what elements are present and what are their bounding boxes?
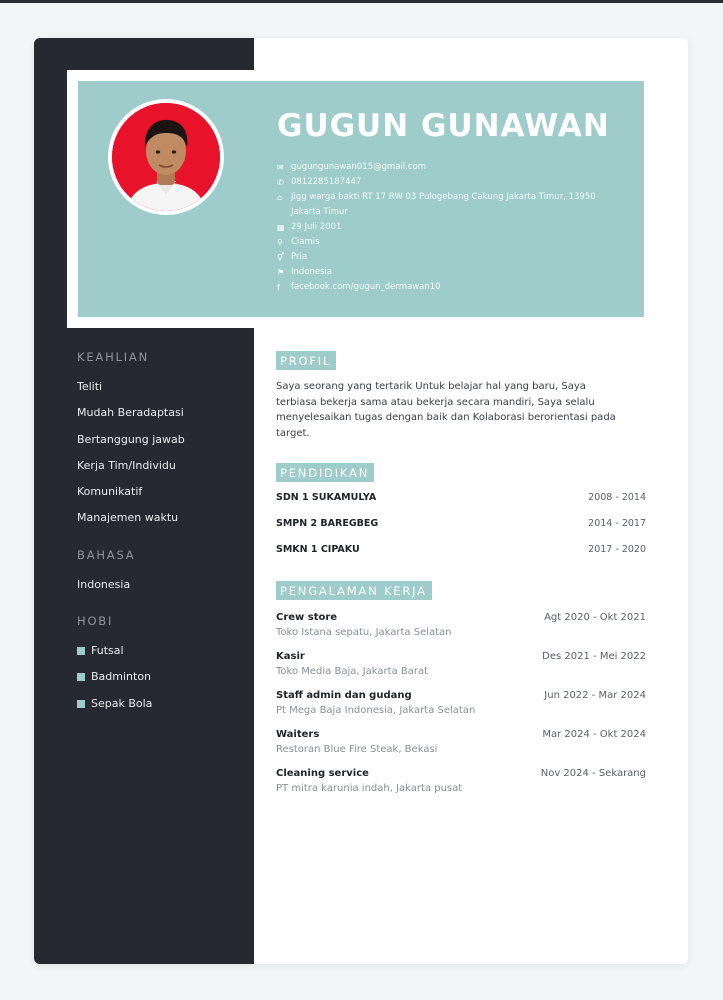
contact-facebook: f facebook.com/gugun_dermawan10 <box>277 280 617 295</box>
profile-text: Saya seorang yang tertarik Untuk belajar hal yang baru, Saya terbiasa bekerja sama atau bekerja secara mandiri, Saya selalu menyelesaikan tugas dengan baik dan Kolaborasi berorientasi pada target. <box>276 381 616 439</box>
contact-email: ✉ gugungunawan015@gmail.com <box>277 160 617 175</box>
job-entry <box>276 688 646 718</box>
experience-title: PENGALAMAN KERJA <box>276 581 432 600</box>
hobby-item: Sepak Bola <box>77 691 247 717</box>
facebook-icon: f <box>277 283 280 292</box>
job-period: Jun 2022 - Mar 2024 <box>544 690 646 701</box>
skill-item: Mudah Beradaptasi <box>77 406 184 420</box>
bullet-square-icon <box>77 673 85 681</box>
contact-birthdate: ▦ 29 Juli 2001 <box>277 220 617 235</box>
home-icon: ⌂ <box>277 193 283 202</box>
job-place: Toko Media Baja, Jakarta Barat <box>276 666 429 677</box>
calendar-icon: ▦ <box>277 223 285 232</box>
job-role: Staff admin dan gudang <box>276 690 412 701</box>
contact-gender: ⚥ Pria <box>277 250 617 265</box>
experience-section <box>276 580 646 805</box>
full-name: GUGUN GUNAWAN <box>277 108 610 144</box>
job-role: Kasir <box>276 651 305 662</box>
skill-item: Teliti <box>77 380 103 393</box>
job-place: Restoran Blue Fire Steak, Bekasi <box>276 744 438 755</box>
experience-list <box>276 610 646 796</box>
job-place: Toko Istana sepatu, Jakarta Selatan <box>276 627 452 638</box>
job-period: Des 2021 - Mei 2022 <box>542 651 646 662</box>
profile-photo-frame <box>108 99 224 215</box>
language-item: Indonesia <box>77 578 131 591</box>
language-section <box>77 548 247 598</box>
top-border <box>0 0 723 3</box>
education-list <box>276 484 646 562</box>
profile-photo <box>112 103 220 211</box>
job-place: Pt Mega Baja Indonesia, Jakarta Selatan <box>276 705 476 716</box>
education-row: SMKN 1 CIPAKU 2017 - 2020 <box>276 543 646 555</box>
profile-title: PROFIL <box>276 351 336 370</box>
job-entry <box>276 610 646 640</box>
mail-icon: ✉ <box>277 163 284 172</box>
contact-phone: ✆ 0812285187447 <box>277 175 617 190</box>
skill-item: Komunikatif <box>77 485 143 499</box>
skills-section <box>77 350 247 532</box>
skill-item: Manajemen waktu <box>77 511 179 525</box>
hobby-title: HOBI <box>77 614 114 628</box>
skills-title: KEAHLIAN <box>77 350 149 364</box>
job-entry <box>276 649 646 679</box>
person-portrait-icon <box>112 103 220 211</box>
bullet-square-icon <box>77 700 85 708</box>
job-role: Cleaning service <box>276 768 369 779</box>
education-row: SMPN 2 BAREGBEG 2014 - 2017 <box>276 517 646 529</box>
education-row: SDN 1 SUKAMULYA 2008 - 2014 <box>276 491 646 503</box>
contact-address: ⌂ Jigg warga bakti RT 17 RW 03 Pulogebang Cakung Jakarta Timur, 13950 Jakarta Timur <box>277 192 596 217</box>
location-pin-icon: ⚲ <box>277 238 283 247</box>
flag-icon: ⚑ <box>277 268 285 277</box>
job-period: Agt 2020 - Okt 2021 <box>544 612 646 623</box>
job-entry <box>276 766 646 796</box>
contact-nationality: ⚑ Indonesia <box>277 265 617 280</box>
bullet-square-icon <box>77 647 85 655</box>
gender-icon: ⚥ <box>277 253 285 262</box>
job-entry <box>276 727 646 757</box>
skill-item: Kerja Tim/Individu <box>77 458 176 472</box>
phone-icon: ✆ <box>277 178 284 187</box>
contact-list <box>277 160 617 295</box>
job-role: Crew store <box>276 612 338 623</box>
job-place: PT mitra karunia indah, Jakarta pusat <box>276 783 463 794</box>
job-role: Waiters <box>276 729 320 740</box>
contact-birthplace: ⚲ Ciamis <box>277 235 617 250</box>
hobby-item: Futsal <box>77 638 247 664</box>
job-period: Nov 2024 - Sekarang <box>540 768 646 779</box>
skill-item: Bertanggung jawab <box>77 432 185 446</box>
job-period: Mar 2024 - Okt 2024 <box>542 729 646 740</box>
education-section <box>276 462 646 562</box>
hobby-item: Badminton <box>77 664 247 690</box>
resume-card <box>34 38 688 964</box>
profile-section <box>276 350 646 441</box>
language-title: BAHASA <box>77 548 136 562</box>
hobby-section <box>77 614 247 717</box>
education-title: PENDIDIKAN <box>276 463 374 482</box>
